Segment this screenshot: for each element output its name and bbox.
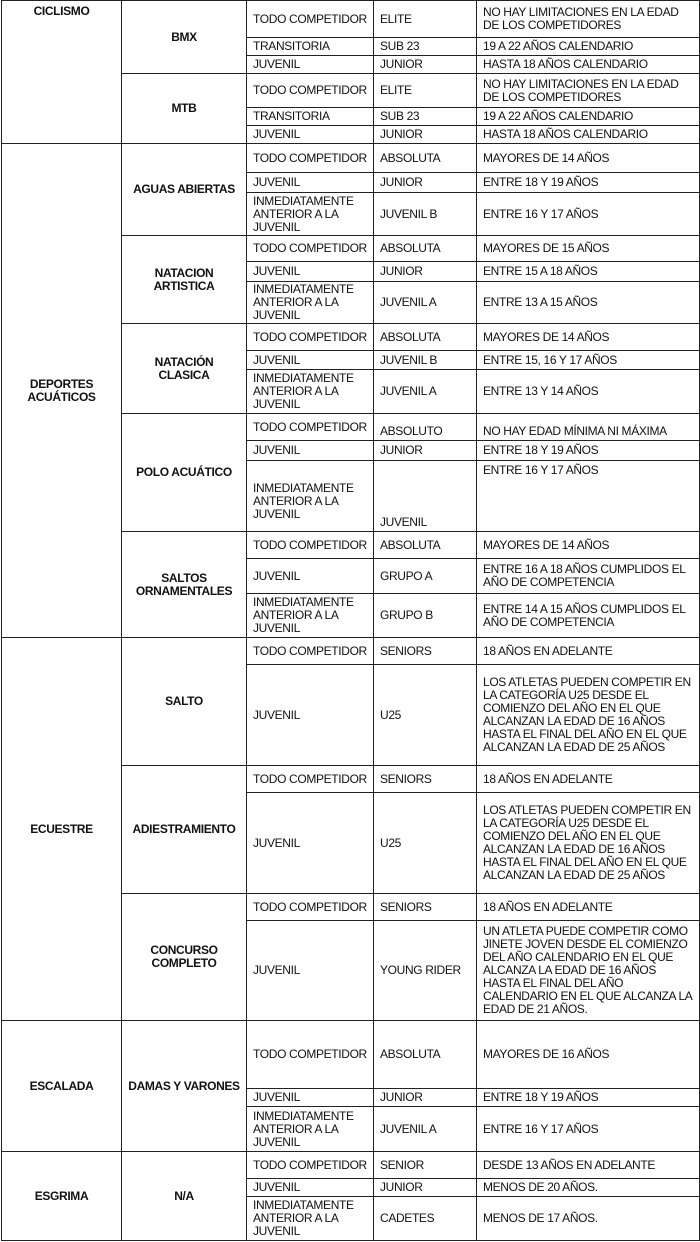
category-name-cell: SENIOR	[374, 1152, 477, 1179]
category-name-cell: U25	[374, 793, 477, 894]
sport-cell: DEPORTES ACUÁTICOS	[2, 144, 122, 638]
discipline-cell: AGUAS ABIERTAS	[122, 144, 247, 236]
category-name-cell: GRUPO A	[374, 559, 477, 594]
discipline-cell: NATACION ARTISTICA	[122, 236, 247, 324]
category-cell: TODO COMPETIDOR	[247, 1152, 374, 1179]
age-range-cell: ENTRE 18 Y 19 AÑOS	[477, 1089, 700, 1107]
category-cell: JUVENIL	[247, 262, 374, 282]
age-range-cell: ENTRE 15 A 18 AÑOS	[477, 262, 700, 282]
category-name-cell: ABSOLUTA	[374, 236, 477, 262]
age-range-cell: ENTRE 16 Y 17 AÑOS	[477, 1107, 700, 1152]
sport-cell: ECUESTRE	[2, 638, 122, 1021]
category-cell: TODO COMPETIDOR	[247, 74, 374, 108]
category-name-cell: ABSOLUTO	[374, 414, 477, 441]
category-name-cell: JUVENIL B	[374, 193, 477, 236]
category-name-cell: SENIORS	[374, 766, 477, 793]
category-name-cell: GRUPO B	[374, 594, 477, 638]
category-name-cell: JUNIOR	[374, 56, 477, 74]
category-name-cell: ABSOLUTA	[374, 1021, 477, 1089]
category-cell: JUVENIL	[247, 793, 374, 894]
category-cell: JUVENIL	[247, 665, 374, 766]
age-range-cell: HASTA 18 AÑOS CALENDARIO	[477, 56, 700, 74]
age-range-cell: MENOS DE 20 AÑOS.	[477, 1179, 700, 1197]
discipline-cell: POLO ACUÁTICO	[122, 414, 247, 532]
table-row	[2, 1152, 700, 1179]
category-cell: TODO COMPETIDOR	[247, 1, 374, 38]
category-cell: TODO COMPETIDOR	[247, 532, 374, 559]
age-range-cell: NO HAY LIMITACIONES EN LA EDAD DE LOS COMPETIDORES	[477, 74, 700, 108]
category-cell: TRANSITORIA	[247, 38, 374, 56]
category-name-cell: JUVENIL A	[374, 370, 477, 414]
category-name-cell: ELITE	[374, 74, 477, 108]
discipline-cell: N/A	[122, 1152, 247, 1241]
category-name-cell: JUNIOR	[374, 126, 477, 144]
category-cell: INMEDIATAMENTE ANTERIOR A LA JUVENIL	[247, 1107, 374, 1152]
age-range-cell: ENTRE 15, 16 Y 17 AÑOS	[477, 351, 700, 370]
sport-cell: CICLISMO	[2, 1, 122, 144]
category-name-cell: ELITE	[374, 1, 477, 38]
category-cell: INMEDIATAMENTE ANTERIOR A LA JUVENIL	[247, 193, 374, 236]
category-name-cell: JUNIOR	[374, 262, 477, 282]
discipline-cell: MTB	[122, 74, 247, 144]
category-cell: TODO COMPETIDOR	[247, 414, 374, 441]
category-cell: INMEDIATAMENTE ANTERIOR A LA JUVENIL	[247, 1197, 374, 1241]
table-row	[2, 638, 700, 665]
sport-cell: ESCALADA	[2, 1021, 122, 1152]
discipline-cell: NATACIÓN CLASICA	[122, 324, 247, 414]
category-name-cell: JUNIOR	[374, 441, 477, 461]
category-cell: JUVENIL	[247, 1089, 374, 1107]
age-range-cell: NO HAY EDAD MÍNIMA NI MÁXIMA	[477, 414, 700, 441]
discipline-cell: DAMAS Y VARONES	[122, 1021, 247, 1152]
age-range-cell: MAYORES DE 15 AÑOS	[477, 236, 700, 262]
table-row	[2, 1, 700, 38]
category-name-cell: JUVENIL A	[374, 282, 477, 324]
age-range-cell: NO HAY LIMITACIONES EN LA EDAD DE LOS COMPETIDORES	[477, 1, 700, 38]
age-range-cell: MAYORES DE 14 AÑOS	[477, 532, 700, 559]
category-name-cell: JUNIOR	[374, 1179, 477, 1197]
category-cell: JUVENIL	[247, 351, 374, 370]
category-cell: TODO COMPETIDOR	[247, 894, 374, 921]
age-range-cell: ENTRE 16 Y 17 AÑOS	[477, 461, 700, 532]
age-range-cell: LOS ATLETAS PUEDEN COMPETIR EN LA CATEGORÍA U25 DESDE EL COMIENZO DEL AÑO EN EL QUE ALCANZAN LA EDAD DE 16 AÑOS HASTA EL FINAL DEL AÑO EN EL QUE ALCANZAN LA EDAD DE 25 AÑOS	[477, 793, 700, 894]
category-name-cell: JUNIOR	[374, 1089, 477, 1107]
sport-cell: ESGRIMA	[2, 1152, 122, 1241]
category-name-cell: SUB 23	[374, 38, 477, 56]
category-name-cell: CADETES	[374, 1197, 477, 1241]
discipline-cell: SALTOS ORNAMENTALES	[122, 532, 247, 638]
discipline-cell: BMX	[122, 1, 247, 74]
category-name-cell: ABSOLUTA	[374, 532, 477, 559]
category-cell: JUVENIL	[247, 921, 374, 1021]
category-name-cell: U25	[374, 665, 477, 766]
age-range-cell: 18 AÑOS EN ADELANTE	[477, 894, 700, 921]
age-range-cell: ENTRE 14 A 15 AÑOS CUMPLIDOS EL AÑO DE COMPETENCIA	[477, 594, 700, 638]
category-cell: JUVENIL	[247, 441, 374, 461]
category-cell: TODO COMPETIDOR	[247, 638, 374, 665]
age-range-cell: ENTRE 13 A 15 AÑOS	[477, 282, 700, 324]
category-cell: INMEDIATAMENTE ANTERIOR A LA JUVENIL	[247, 282, 374, 324]
category-cell: INMEDIATAMENTE ANTERIOR A LA JUVENIL	[247, 370, 374, 414]
category-cell: JUVENIL	[247, 126, 374, 144]
category-name-cell: SENIORS	[374, 638, 477, 665]
age-range-cell: 19 A 22 AÑOS CALENDARIO	[477, 38, 700, 56]
age-range-cell: MAYORES DE 14 AÑOS	[477, 324, 700, 351]
age-range-cell: 18 AÑOS EN ADELANTE	[477, 766, 700, 793]
category-name-cell: SUB 23	[374, 108, 477, 126]
age-range-cell: MAYORES DE 16 AÑOS	[477, 1021, 700, 1089]
category-cell: TODO COMPETIDOR	[247, 324, 374, 351]
age-range-cell: ENTRE 16 A 18 AÑOS CUMPLIDOS EL AÑO DE COMPETENCIA	[477, 559, 700, 594]
category-cell: TODO COMPETIDOR	[247, 1021, 374, 1089]
age-category-table	[1, 0, 700, 1241]
category-cell: JUVENIL	[247, 173, 374, 193]
category-name-cell: ABSOLUTA	[374, 144, 477, 173]
category-name-cell: SENIORS	[374, 894, 477, 921]
category-name-cell: JUVENIL	[374, 461, 477, 532]
category-cell: JUVENIL	[247, 559, 374, 594]
table-row	[2, 1021, 700, 1089]
category-name-cell: ABSOLUTA	[374, 324, 477, 351]
age-range-cell: ENTRE 16 Y 17 AÑOS	[477, 193, 700, 236]
age-range-cell: ENTRE 13 Y 14 AÑOS	[477, 370, 700, 414]
category-name-cell: JUVENIL B	[374, 351, 477, 370]
category-cell: INMEDIATAMENTE ANTERIOR A LA JUVENIL	[247, 461, 374, 532]
age-range-cell: LOS ATLETAS PUEDEN COMPETIR EN LA CATEGORÍA U25 DESDE EL COMIENZO DEL AÑO EN EL QUE ALCANZAN LA EDAD DE 16 AÑOS HASTA EL FINAL DEL AÑO EN EL QUE ALCANZAN LA EDAD DE 25 AÑOS	[477, 665, 700, 766]
discipline-cell: CONCURSO COMPLETO	[122, 894, 247, 1021]
age-range-cell: 18 AÑOS EN ADELANTE	[477, 638, 700, 665]
category-name-cell: JUVENIL A	[374, 1107, 477, 1152]
category-cell: TODO COMPETIDOR	[247, 144, 374, 173]
category-cell: TODO COMPETIDOR	[247, 766, 374, 793]
age-range-cell: MAYORES DE 14 AÑOS	[477, 144, 700, 173]
category-cell: JUVENIL	[247, 1179, 374, 1197]
category-cell: TRANSITORIA	[247, 108, 374, 126]
category-name-cell: YOUNG RIDER	[374, 921, 477, 1021]
discipline-cell: SALTO	[122, 638, 247, 766]
category-name-cell: JUNIOR	[374, 173, 477, 193]
age-range-cell: DESDE 13 AÑOS EN ADELANTE	[477, 1152, 700, 1179]
category-cell: JUVENIL	[247, 56, 374, 74]
age-range-cell: MENOS DE 17 AÑOS.	[477, 1197, 700, 1241]
age-range-cell: 19 A 22 AÑOS CALENDARIO	[477, 108, 700, 126]
discipline-cell: ADIESTRAMIENTO	[122, 766, 247, 894]
category-cell: INMEDIATAMENTE ANTERIOR A LA JUVENIL	[247, 594, 374, 638]
age-range-cell: ENTRE 18 Y 19 AÑOS	[477, 173, 700, 193]
age-range-cell: HASTA 18 AÑOS CALENDARIO	[477, 126, 700, 144]
category-cell: TODO COMPETIDOR	[247, 236, 374, 262]
age-range-cell: ENTRE 18 Y 19 AÑOS	[477, 441, 700, 461]
age-range-cell: UN ATLETA PUEDE COMPETIR COMO JINETE JOVEN DESDE EL COMIENZO DEL AÑO CALENDARIO EN EL QUE ALCANZA LA EDAD DE 16 AÑOS HASTA EL FINAL DEL AÑO CALENDARIO EN EL QUE ALCANZA LA EDAD DE 21 AÑOS.	[477, 921, 700, 1021]
table-row	[2, 144, 700, 173]
